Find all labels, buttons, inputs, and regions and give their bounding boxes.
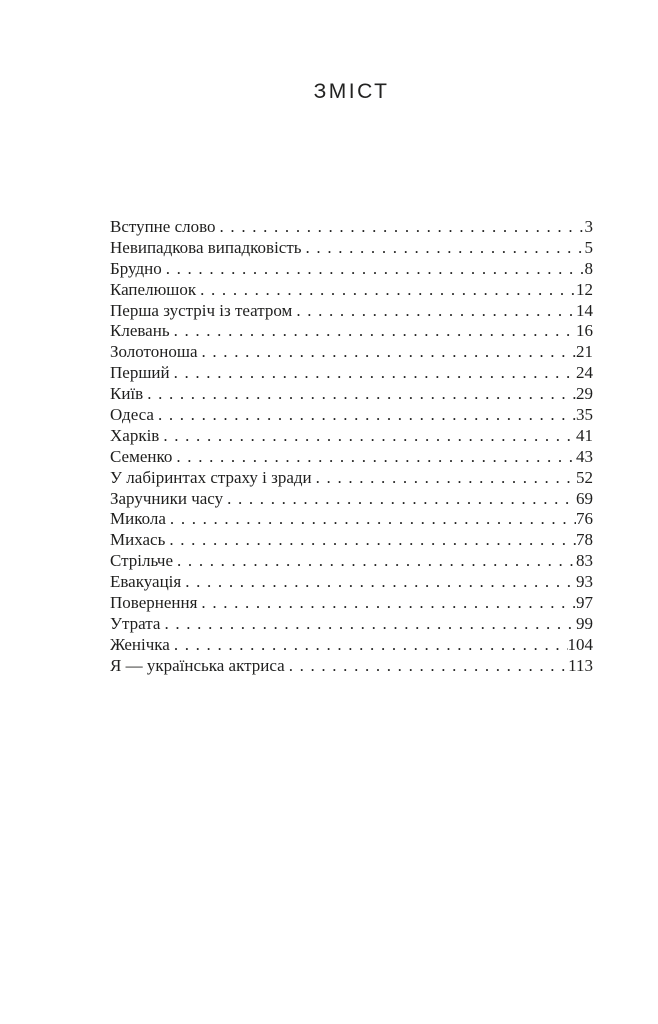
toc-content (110, 0, 593, 677)
toc-entry-page: 93 (576, 572, 593, 592)
toc-entry-title: Клевань (110, 321, 170, 341)
toc-entry (110, 405, 593, 426)
toc-entry-page: 16 (576, 321, 593, 341)
toc-entry-page: 113 (568, 655, 593, 675)
toc-entry-page: 97 (576, 593, 593, 613)
dot-leader (196, 280, 576, 301)
dot-leader (160, 614, 576, 635)
toc-entry-title: Перша зустріч із театром (110, 300, 293, 320)
toc-entry-title: Золотоноша (110, 342, 198, 362)
dot-leader (170, 635, 568, 656)
toc-entry (110, 489, 593, 510)
dot-leader (172, 447, 576, 468)
toc-entry (110, 280, 593, 301)
toc-entry (110, 384, 593, 405)
toc-entry-title: Утрата (110, 613, 161, 633)
toc-entry-page: 3 (584, 217, 593, 236)
toc-entry-title: Брудно (110, 258, 162, 278)
dot-leader (173, 551, 576, 572)
toc-entry-title: Капелюшок (110, 279, 197, 299)
toc-entry-title: Стрільче (110, 551, 174, 571)
toc-entry (110, 363, 593, 384)
toc-entry-title: Харків (110, 425, 160, 445)
toc-entry (110, 551, 593, 572)
toc-entry-title: Вступне слово (110, 217, 216, 236)
dot-leader (285, 656, 568, 677)
toc-entry (110, 259, 593, 280)
toc-entry-page: 21 (576, 342, 593, 362)
toc-entry (110, 238, 593, 259)
toc-entry-title: Я — українська актриса (110, 655, 285, 675)
toc-entry-page: 69 (576, 488, 593, 508)
dot-leader (223, 489, 576, 510)
toc-entry-title: У лабіринтах страху і зради (110, 467, 312, 487)
toc-entry (110, 321, 593, 342)
toc-entry-page: 8 (584, 258, 593, 278)
toc-entry (110, 530, 593, 551)
toc-entry-title: Невипадкова випадковість (110, 237, 302, 257)
dot-leader (181, 572, 576, 593)
dot-leader (292, 301, 576, 322)
toc-entry-page: 35 (576, 405, 593, 425)
toc-entry (110, 426, 593, 447)
dot-leader (170, 363, 576, 384)
toc-entry-title: Евакуація (110, 572, 182, 592)
dot-leader (216, 217, 585, 238)
dot-leader (159, 426, 576, 447)
toc-entry (110, 656, 593, 677)
dot-leader (154, 405, 576, 426)
toc-entry-page: 29 (576, 384, 593, 404)
dot-leader (143, 384, 576, 405)
toc-entry-page: 52 (576, 467, 593, 487)
dot-leader (198, 342, 577, 363)
toc-entry-title: Київ (110, 384, 144, 404)
toc-entry (110, 447, 593, 468)
toc-entry-title: Одеса (110, 405, 154, 425)
toc-entry-page: 14 (576, 300, 593, 320)
toc-entry-title: Повернення (110, 593, 198, 613)
toc-list (110, 217, 593, 677)
toc-entry (110, 509, 593, 530)
toc-entry-title: Заручники часу (110, 488, 224, 508)
toc-entry (110, 468, 593, 489)
toc-entry-page: 99 (576, 613, 593, 633)
toc-entry-page: 24 (576, 363, 593, 383)
page-title: ЗМІСТ (313, 80, 390, 103)
toc-entry-page: 12 (576, 279, 593, 299)
toc-entry (110, 301, 593, 322)
toc-entry-page: 104 (567, 634, 593, 654)
toc-entry-title: Семенко (110, 446, 173, 466)
dot-leader (312, 468, 576, 489)
dot-leader (166, 509, 576, 530)
toc-entry-page: 41 (576, 425, 593, 445)
dot-leader (170, 321, 576, 342)
toc-entry-page: 83 (576, 551, 593, 571)
dot-leader (165, 530, 576, 551)
toc-entry-title: Перший (110, 363, 170, 383)
toc-entry-page: 5 (584, 237, 593, 257)
toc-entry-title: Женічка (110, 634, 170, 654)
toc-entry-title: Михась (110, 530, 166, 550)
toc-entry (110, 217, 593, 238)
dot-leader (162, 259, 585, 280)
toc-entry (110, 572, 593, 593)
dot-leader (197, 593, 576, 614)
toc-entry (110, 342, 593, 363)
dot-leader (302, 238, 585, 259)
toc-entry (110, 593, 593, 614)
toc-entry-title: Микола (110, 509, 166, 529)
toc-entry-page: 43 (576, 446, 593, 466)
toc-entry-page: 78 (576, 530, 593, 550)
toc-entry-page: 76 (576, 509, 593, 529)
toc-entry (110, 635, 593, 656)
toc-entry (110, 614, 593, 635)
